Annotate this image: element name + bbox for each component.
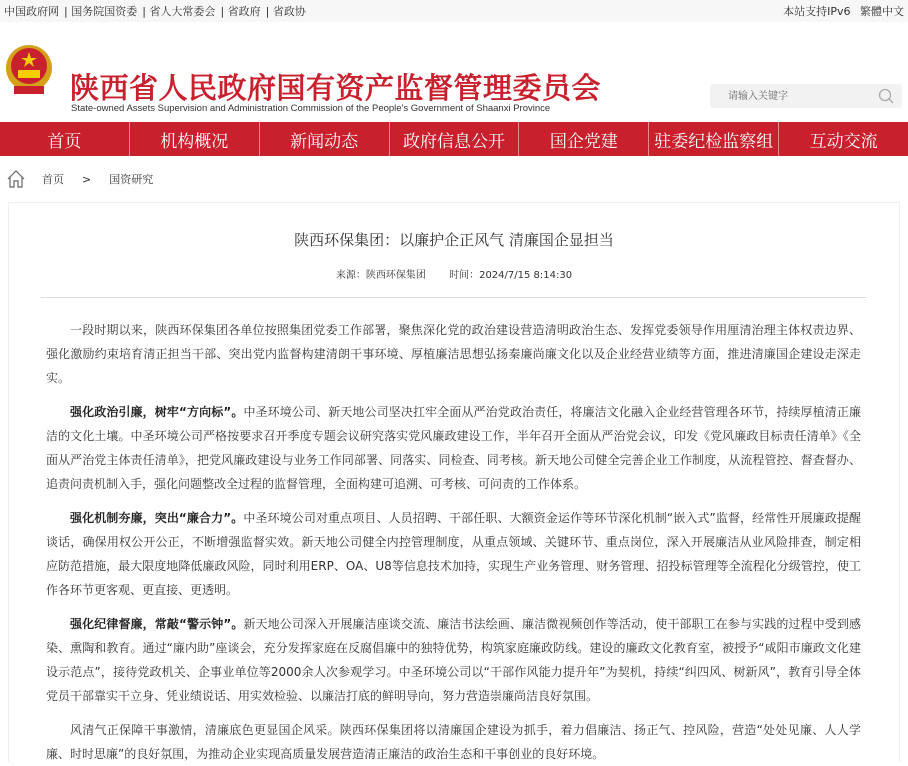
article-body: [9, 298, 899, 766]
article-title: 陕西环保集团：以廉护企正风气 清廉国企显担当: [294, 231, 614, 249]
home-icon[interactable]: [6, 170, 26, 188]
top-links: 中国政府网 | 国务院国资委 | 省人大常委会 | 省政府 | 省政协: [4, 5, 306, 18]
paragraph-text: 风清气正保障干事激情，清廉底色更显国企风采。陕西环保集团将以清廉国企建设为抓手，着力倡廉洁、扬正气、控风险，营造“处处见廉、人人学廉、时时思廉”的良好氛围，为推动企业实现高质量发展营造清正廉洁的政治生态和干事创业的良好环境。: [46, 723, 861, 761]
paragraph: [46, 318, 861, 390]
main-nav: [0, 122, 908, 156]
paragraph: [46, 506, 861, 602]
site-subtitle: State-owned Assets Supervision and Administration Commission of the People's Government of Shaanxi Province: [71, 103, 551, 114]
paragraph-text: 一段时期以来，陕西环保集团各单位按照集团党委工作部署，聚焦深化党的政治建设营造清明政治生态、发挥党委领导作用厘清治理主体权责边界、强化激励约束培育清正担当干部、突出党内监督构建清朗干事环境、厚植廉洁思想弘扬秦廉尚廉文化以及企业经营业绩等方面，推进清廉国企建设走深走实。: [46, 323, 861, 385]
nav-news[interactable]: 新闻动态: [260, 122, 390, 156]
link-cppcc[interactable]: 省政协: [272, 5, 306, 18]
article-meta: [9, 266, 899, 281]
site-title: 陕西省人民政府国有资产监督管理委员会: [70, 71, 602, 105]
nav-info-disclosure[interactable]: 政府信息公开: [390, 122, 520, 156]
site-header: [0, 22, 908, 122]
search-input[interactable]: [710, 85, 870, 109]
article: [8, 202, 900, 762]
national-emblem-icon: [4, 42, 54, 98]
nav-about[interactable]: 机构概况: [130, 122, 260, 156]
ipv6-label: 本站支持IPv6: [783, 5, 851, 18]
link-sasac[interactable]: 国务院国资委: [71, 5, 138, 18]
top-bar: [0, 0, 908, 22]
search-icon[interactable]: [878, 88, 894, 104]
breadcrumb: [0, 156, 908, 202]
nav-home[interactable]: 首页: [0, 122, 130, 156]
paragraph: [46, 612, 861, 708]
paragraph-text: 中圣环境公司对重点项目、人员招聘、干部任职、大额资金运作等环节深化机制“嵌入式”监督，经常性开展廉政提醒谈话，确保用权公开公正，不断增强监督实效。新天地公司健全内控管理制度，从重点领域、关键环节、重点岗位，深入开展廉洁从业风险排查，制定相应防范措施，最大限度地降低廉政风险，同时利用ERP、OA、U8等信息技术加持，实现生产业务管理、财务管理、招投标管理等全流程化分级管控，使工作各环节更客观、更直接、更透明。: [46, 511, 861, 597]
paragraph-lead: 强化纪律督廉，常敲“警示钟”。: [70, 617, 244, 631]
link-npc[interactable]: 省人大常委会: [149, 5, 216, 18]
breadcrumb-current[interactable]: 国资研究: [109, 173, 154, 186]
link-province[interactable]: 省政府: [227, 5, 261, 18]
article-source: 来源：陕西环保集团: [335, 270, 426, 281]
paragraph-lead: 强化政治引廉，树牢“方向标”。: [70, 405, 244, 419]
paragraph: [46, 718, 861, 766]
paragraph-text: 新天地公司深入开展廉洁座谈交流、廉洁书法绘画、廉洁微视频创作等活动，使干部职工在参与实践的过程中受到感染、熏陶和教育。通过“廉内助”座谈会，充分发挥家庭在反腐倡廉中的独特优势，构筑家庭廉政防线。建设的廉政文化教育室，被授予“咸阳市廉政文化建设示范点”，接待党政机关、企事业单位等2000余人次参观学习。中圣环境公司以“干部作风能力提升年”为契机，持续“纠四风、树新风”，教育引导全体党员干部靠实干立身、凭业绩说话、用实效检验、以廉洁打底的鲜明导向，努力营造崇廉尚洁良好氛围。: [46, 617, 861, 703]
breadcrumb-home[interactable]: 首页: [42, 173, 64, 186]
nav-party-building[interactable]: 国企党建: [519, 122, 649, 156]
traditional-chinese-link[interactable]: 繁體中文: [860, 5, 904, 18]
breadcrumb-separator: >: [82, 172, 92, 186]
paragraph-lead: 强化机制夯廉，突出“廉合力”。: [70, 511, 244, 525]
nav-interaction[interactable]: 互动交流: [809, 131, 878, 152]
link-gov[interactable]: 中国政府网: [4, 5, 59, 18]
paragraph-text: 中圣环境公司、新天地公司坚决扛牢全面从严治党政治责任，将廉洁文化融入企业经营管理各环节，持续厚植清正廉洁的文化土壤。中圣环境公司严格按要求召开季度专题会议研究落实党风廉政建设工作，半年召开全面从严治党会议，印发《党风廉政目标责任清单》《全面从严治党主体责任清单》，把党风廉政建设与业务工作同部署、同落实、同检查、同考核。新天地公司健全完善企业工作制度，从流程管控、督查督办、追责问责机制入手，强化问题整改全过程的监督管理，全面构建可追溯、可考核、可问责的工作体系。: [46, 405, 861, 491]
paragraph: [46, 400, 861, 496]
nav-discipline[interactable]: 驻委纪检监察组: [649, 122, 779, 156]
search-box: [710, 84, 902, 108]
article-time: 时间：2024/7/15 8:14:30: [449, 270, 573, 281]
